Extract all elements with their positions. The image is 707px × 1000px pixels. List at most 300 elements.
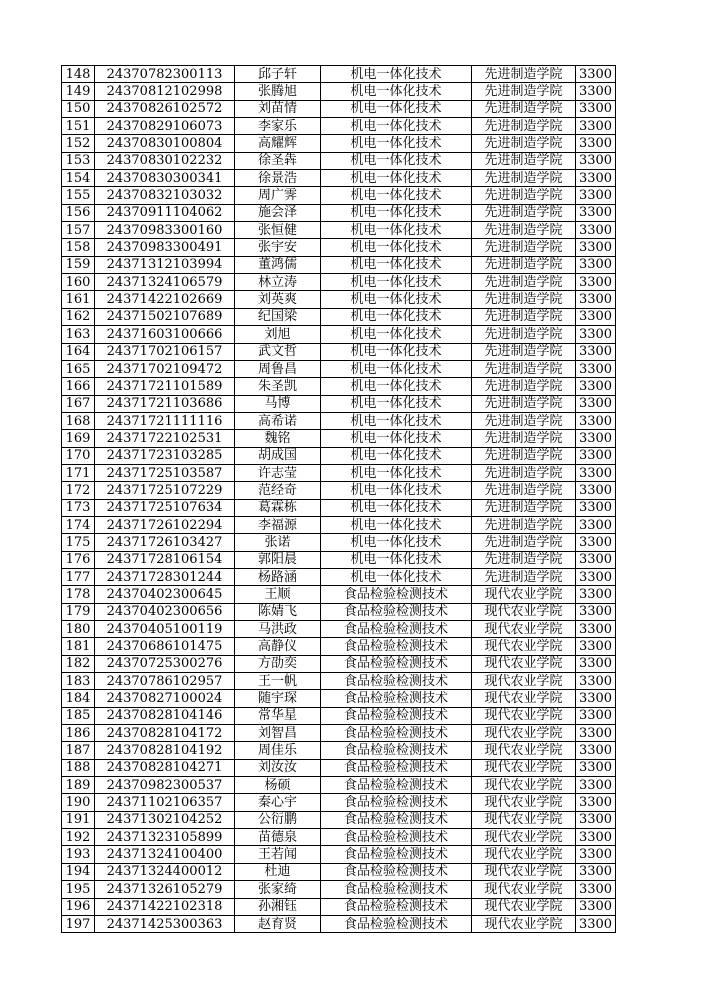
college-cell: 先进制造学院 [472, 534, 576, 551]
major-cell: 食品检验检测技术 [321, 586, 472, 603]
table-row [62, 673, 616, 690]
exam-id-cell: 24370826102572 [95, 100, 235, 117]
exam-id-cell: 24371326105279 [95, 881, 235, 898]
college-cell: 先进制造学院 [472, 66, 576, 83]
college-cell: 先进制造学院 [472, 100, 576, 117]
exam-id-cell: 24371723103285 [95, 447, 235, 464]
amount-cell: 3300 [576, 395, 616, 412]
table-row [62, 187, 616, 204]
major-cell: 机电一体化技术 [321, 222, 472, 239]
table-row [62, 482, 616, 499]
student-name-cell: 许志莹 [235, 464, 321, 481]
exam-id-cell: 24370911104062 [95, 204, 235, 221]
exam-id-cell: 24370983300160 [95, 222, 235, 239]
row-number-cell: 165 [62, 360, 95, 377]
exam-id-cell: 24371323105899 [95, 829, 235, 846]
row-number-cell: 192 [62, 829, 95, 846]
major-cell: 机电一体化技术 [321, 412, 472, 429]
college-cell: 现代农业学院 [472, 881, 576, 898]
row-number-cell: 151 [62, 118, 95, 135]
college-cell: 先进制造学院 [472, 204, 576, 221]
exam-id-cell: 24371721103686 [95, 395, 235, 412]
row-number-cell: 193 [62, 846, 95, 863]
student-name-cell: 刘汝汝 [235, 759, 321, 776]
student-name-cell: 公衍鹏 [235, 811, 321, 828]
college-cell: 先进制造学院 [472, 170, 576, 187]
student-name-cell: 王顺 [235, 586, 321, 603]
amount-cell: 3300 [576, 742, 616, 759]
table-row [62, 534, 616, 551]
college-cell: 先进制造学院 [472, 187, 576, 204]
major-cell: 食品检验检测技术 [321, 915, 472, 932]
student-name-cell: 高希诺 [235, 412, 321, 429]
major-cell: 机电一体化技术 [321, 464, 472, 481]
amount-cell: 3300 [576, 690, 616, 707]
exam-id-cell: 24370812102998 [95, 83, 235, 100]
major-cell: 食品检验检测技术 [321, 811, 472, 828]
amount-cell: 3300 [576, 725, 616, 742]
college-cell: 先进制造学院 [472, 551, 576, 568]
row-number-cell: 197 [62, 915, 95, 932]
exam-id-cell: 24371722102531 [95, 430, 235, 447]
row-number-cell: 177 [62, 568, 95, 585]
amount-cell: 3300 [576, 811, 616, 828]
row-number-cell: 156 [62, 204, 95, 221]
college-cell: 现代农业学院 [472, 846, 576, 863]
amount-cell: 3300 [576, 239, 616, 256]
college-cell: 先进制造学院 [472, 118, 576, 135]
college-cell: 先进制造学院 [472, 360, 576, 377]
major-cell: 机电一体化技术 [321, 360, 472, 377]
amount-cell: 3300 [576, 638, 616, 655]
college-cell: 现代农业学院 [472, 586, 576, 603]
exam-id-cell: 24371324106579 [95, 274, 235, 291]
student-name-cell: 陈婧飞 [235, 603, 321, 620]
exam-id-cell: 24371312103994 [95, 256, 235, 273]
major-cell: 机电一体化技术 [321, 430, 472, 447]
major-cell: 机电一体化技术 [321, 308, 472, 325]
student-name-cell: 马博 [235, 395, 321, 412]
amount-cell: 3300 [576, 655, 616, 672]
student-name-cell: 林立涛 [235, 274, 321, 291]
student-name-cell: 张宇安 [235, 239, 321, 256]
college-cell: 先进制造学院 [472, 378, 576, 395]
table-row [62, 291, 616, 308]
major-cell: 机电一体化技术 [321, 118, 472, 135]
exam-id-cell: 24371721101589 [95, 378, 235, 395]
row-number-cell: 159 [62, 256, 95, 273]
row-number-cell: 150 [62, 100, 95, 117]
student-name-cell: 刘苗情 [235, 100, 321, 117]
exam-id-cell: 24371728106154 [95, 551, 235, 568]
amount-cell: 3300 [576, 204, 616, 221]
college-cell: 先进制造学院 [472, 274, 576, 291]
college-cell: 先进制造学院 [472, 430, 576, 447]
row-number-cell: 149 [62, 83, 95, 100]
college-cell: 先进制造学院 [472, 482, 576, 499]
student-name-cell: 孙湘钰 [235, 898, 321, 915]
student-name-cell: 邱子轩 [235, 66, 321, 83]
exam-id-cell: 24370782300113 [95, 66, 235, 83]
amount-cell: 3300 [576, 222, 616, 239]
major-cell: 机电一体化技术 [321, 187, 472, 204]
student-name-cell: 王一帆 [235, 673, 321, 690]
student-name-cell: 葛霖栋 [235, 499, 321, 516]
college-cell: 先进制造学院 [472, 395, 576, 412]
student-name-cell: 张家绮 [235, 881, 321, 898]
student-name-cell: 张腾旭 [235, 83, 321, 100]
table-row [62, 707, 616, 724]
student-roster-table [61, 65, 616, 933]
college-cell: 先进制造学院 [472, 152, 576, 169]
amount-cell: 3300 [576, 447, 616, 464]
student-name-cell: 周佳乐 [235, 742, 321, 759]
major-cell: 机电一体化技术 [321, 395, 472, 412]
table-row [62, 638, 616, 655]
amount-cell: 3300 [576, 759, 616, 776]
amount-cell: 3300 [576, 100, 616, 117]
row-number-cell: 154 [62, 170, 95, 187]
exam-id-cell: 24371324100400 [95, 846, 235, 863]
amount-cell: 3300 [576, 881, 616, 898]
row-number-cell: 158 [62, 239, 95, 256]
table-row [62, 204, 616, 221]
student-name-cell: 常华星 [235, 707, 321, 724]
amount-cell: 3300 [576, 326, 616, 343]
exam-id-cell: 24370405100119 [95, 621, 235, 638]
table-row [62, 777, 616, 794]
row-number-cell: 184 [62, 690, 95, 707]
row-number-cell: 191 [62, 811, 95, 828]
table-row [62, 811, 616, 828]
exam-id-cell: 24370830100804 [95, 135, 235, 152]
major-cell: 机电一体化技术 [321, 343, 472, 360]
major-cell: 机电一体化技术 [321, 170, 472, 187]
major-cell: 食品检验检测技术 [321, 829, 472, 846]
college-cell: 先进制造学院 [472, 222, 576, 239]
amount-cell: 3300 [576, 291, 616, 308]
college-cell: 现代农业学院 [472, 898, 576, 915]
student-name-cell: 李福源 [235, 516, 321, 533]
table-row [62, 256, 616, 273]
table-row [62, 152, 616, 169]
row-number-cell: 167 [62, 395, 95, 412]
table-row [62, 239, 616, 256]
amount-cell: 3300 [576, 673, 616, 690]
row-number-cell: 187 [62, 742, 95, 759]
student-name-cell: 方劭奕 [235, 655, 321, 672]
student-name-cell: 范经奇 [235, 482, 321, 499]
amount-cell: 3300 [576, 794, 616, 811]
student-name-cell: 王若闻 [235, 846, 321, 863]
row-number-cell: 152 [62, 135, 95, 152]
major-cell: 机电一体化技术 [321, 534, 472, 551]
amount-cell: 3300 [576, 464, 616, 481]
major-cell: 食品检验检测技术 [321, 603, 472, 620]
amount-cell: 3300 [576, 152, 616, 169]
major-cell: 机电一体化技术 [321, 204, 472, 221]
exam-id-cell: 24370982300537 [95, 777, 235, 794]
row-number-cell: 157 [62, 222, 95, 239]
college-cell: 现代农业学院 [472, 725, 576, 742]
exam-id-cell: 24370786102957 [95, 673, 235, 690]
college-cell: 先进制造学院 [472, 499, 576, 516]
student-name-cell: 赵育贤 [235, 915, 321, 932]
row-number-cell: 195 [62, 881, 95, 898]
college-cell: 先进制造学院 [472, 135, 576, 152]
college-cell: 先进制造学院 [472, 83, 576, 100]
table-row [62, 568, 616, 585]
row-number-cell: 161 [62, 291, 95, 308]
major-cell: 食品检验检测技术 [321, 690, 472, 707]
table-row [62, 915, 616, 932]
college-cell: 现代农业学院 [472, 655, 576, 672]
table-row [62, 343, 616, 360]
exam-id-cell: 24370402300656 [95, 603, 235, 620]
exam-id-cell: 24370832103032 [95, 187, 235, 204]
college-cell: 先进制造学院 [472, 239, 576, 256]
major-cell: 食品检验检测技术 [321, 794, 472, 811]
student-name-cell: 随宇琛 [235, 690, 321, 707]
row-number-cell: 181 [62, 638, 95, 655]
table-row [62, 794, 616, 811]
amount-cell: 3300 [576, 170, 616, 187]
major-cell: 机电一体化技术 [321, 326, 472, 343]
major-cell: 食品检验检测技术 [321, 881, 472, 898]
roster-body [62, 66, 616, 933]
student-name-cell: 李家乐 [235, 118, 321, 135]
exam-id-cell: 24371102106357 [95, 794, 235, 811]
exam-id-cell: 24371726102294 [95, 516, 235, 533]
exam-id-cell: 24370828104192 [95, 742, 235, 759]
college-cell: 先进制造学院 [472, 568, 576, 585]
amount-cell: 3300 [576, 586, 616, 603]
exam-id-cell: 24370830300341 [95, 170, 235, 187]
row-number-cell: 168 [62, 412, 95, 429]
student-name-cell: 张恒健 [235, 222, 321, 239]
college-cell: 先进制造学院 [472, 516, 576, 533]
table-row [62, 621, 616, 638]
amount-cell: 3300 [576, 83, 616, 100]
student-name-cell: 苗德泉 [235, 829, 321, 846]
college-cell: 现代农业学院 [472, 811, 576, 828]
student-name-cell: 徐景浩 [235, 170, 321, 187]
student-name-cell: 高静仪 [235, 638, 321, 655]
table-row [62, 586, 616, 603]
row-number-cell: 173 [62, 499, 95, 516]
exam-id-cell: 24370828104172 [95, 725, 235, 742]
amount-cell: 3300 [576, 534, 616, 551]
exam-id-cell: 24371702109472 [95, 360, 235, 377]
row-number-cell: 162 [62, 308, 95, 325]
row-number-cell: 163 [62, 326, 95, 343]
amount-cell: 3300 [576, 378, 616, 395]
row-number-cell: 148 [62, 66, 95, 83]
amount-cell: 3300 [576, 516, 616, 533]
major-cell: 食品检验检测技术 [321, 621, 472, 638]
major-cell: 食品检验检测技术 [321, 742, 472, 759]
amount-cell: 3300 [576, 66, 616, 83]
table-row [62, 499, 616, 516]
major-cell: 机电一体化技术 [321, 378, 472, 395]
student-name-cell: 刘英爽 [235, 291, 321, 308]
amount-cell: 3300 [576, 898, 616, 915]
amount-cell: 3300 [576, 274, 616, 291]
row-number-cell: 180 [62, 621, 95, 638]
major-cell: 机电一体化技术 [321, 152, 472, 169]
student-name-cell: 郭阳晨 [235, 551, 321, 568]
major-cell: 食品检验检测技术 [321, 898, 472, 915]
exam-id-cell: 24371728301244 [95, 568, 235, 585]
exam-id-cell: 24371302104252 [95, 811, 235, 828]
row-number-cell: 155 [62, 187, 95, 204]
exam-id-cell: 24370983300491 [95, 239, 235, 256]
student-name-cell: 张诺 [235, 534, 321, 551]
major-cell: 食品检验检测技术 [321, 707, 472, 724]
major-cell: 机电一体化技术 [321, 135, 472, 152]
exam-id-cell: 24371422102318 [95, 898, 235, 915]
table-row [62, 655, 616, 672]
college-cell: 现代农业学院 [472, 759, 576, 776]
major-cell: 机电一体化技术 [321, 516, 472, 533]
table-row [62, 464, 616, 481]
amount-cell: 3300 [576, 430, 616, 447]
amount-cell: 3300 [576, 499, 616, 516]
amount-cell: 3300 [576, 135, 616, 152]
student-name-cell: 纪国梁 [235, 308, 321, 325]
major-cell: 食品检验检测技术 [321, 863, 472, 880]
major-cell: 食品检验检测技术 [321, 673, 472, 690]
college-cell: 现代农业学院 [472, 915, 576, 932]
amount-cell: 3300 [576, 308, 616, 325]
table-row [62, 742, 616, 759]
exam-id-cell: 24371725107634 [95, 499, 235, 516]
college-cell: 现代农业学院 [472, 690, 576, 707]
amount-cell: 3300 [576, 118, 616, 135]
row-number-cell: 176 [62, 551, 95, 568]
major-cell: 食品检验检测技术 [321, 777, 472, 794]
row-number-cell: 172 [62, 482, 95, 499]
college-cell: 先进制造学院 [472, 464, 576, 481]
table-row [62, 222, 616, 239]
exam-id-cell: 24371726103427 [95, 534, 235, 551]
student-name-cell: 刘旭 [235, 326, 321, 343]
amount-cell: 3300 [576, 482, 616, 499]
student-name-cell: 武文哲 [235, 343, 321, 360]
row-number-cell: 188 [62, 759, 95, 776]
exam-id-cell: 24370828104271 [95, 759, 235, 776]
student-name-cell: 杨路涵 [235, 568, 321, 585]
student-name-cell: 高耀辉 [235, 135, 321, 152]
amount-cell: 3300 [576, 256, 616, 273]
major-cell: 食品检验检测技术 [321, 638, 472, 655]
table-row [62, 395, 616, 412]
table-row [62, 66, 616, 83]
table-row [62, 326, 616, 343]
college-cell: 现代农业学院 [472, 863, 576, 880]
table-row [62, 603, 616, 620]
college-cell: 先进制造学院 [472, 308, 576, 325]
college-cell: 现代农业学院 [472, 777, 576, 794]
exam-id-cell: 24371425300363 [95, 915, 235, 932]
row-number-cell: 178 [62, 586, 95, 603]
table-row [62, 551, 616, 568]
major-cell: 食品检验检测技术 [321, 725, 472, 742]
table-row [62, 759, 616, 776]
exam-id-cell: 24370828104146 [95, 707, 235, 724]
major-cell: 机电一体化技术 [321, 274, 472, 291]
table-row [62, 378, 616, 395]
row-number-cell: 189 [62, 777, 95, 794]
row-number-cell: 194 [62, 863, 95, 880]
major-cell: 食品检验检测技术 [321, 759, 472, 776]
student-name-cell: 周鲁昌 [235, 360, 321, 377]
row-number-cell: 186 [62, 725, 95, 742]
student-name-cell: 施会泽 [235, 204, 321, 221]
major-cell: 机电一体化技术 [321, 83, 472, 100]
student-name-cell: 刘智昌 [235, 725, 321, 742]
student-name-cell: 胡成国 [235, 447, 321, 464]
row-number-cell: 185 [62, 707, 95, 724]
exam-id-cell: 24371725107229 [95, 482, 235, 499]
major-cell: 食品检验检测技术 [321, 655, 472, 672]
amount-cell: 3300 [576, 187, 616, 204]
row-number-cell: 160 [62, 274, 95, 291]
row-number-cell: 190 [62, 794, 95, 811]
major-cell: 机电一体化技术 [321, 100, 472, 117]
table-row [62, 725, 616, 742]
amount-cell: 3300 [576, 360, 616, 377]
major-cell: 机电一体化技术 [321, 568, 472, 585]
student-name-cell: 徐圣犇 [235, 152, 321, 169]
table-row [62, 412, 616, 429]
student-name-cell: 朱圣凯 [235, 378, 321, 395]
amount-cell: 3300 [576, 777, 616, 794]
college-cell: 现代农业学院 [472, 638, 576, 655]
amount-cell: 3300 [576, 551, 616, 568]
exam-id-cell: 24370402300645 [95, 586, 235, 603]
college-cell: 现代农业学院 [472, 742, 576, 759]
table-row [62, 100, 616, 117]
exam-id-cell: 24370829106073 [95, 118, 235, 135]
college-cell: 现代农业学院 [472, 829, 576, 846]
table-row [62, 135, 616, 152]
college-cell: 先进制造学院 [472, 291, 576, 308]
major-cell: 机电一体化技术 [321, 66, 472, 83]
table-row [62, 308, 616, 325]
amount-cell: 3300 [576, 412, 616, 429]
exam-id-cell: 24371502107689 [95, 308, 235, 325]
college-cell: 先进制造学院 [472, 447, 576, 464]
exam-id-cell: 24371603100666 [95, 326, 235, 343]
exam-id-cell: 24370827100024 [95, 690, 235, 707]
major-cell: 机电一体化技术 [321, 239, 472, 256]
college-cell: 先进制造学院 [472, 343, 576, 360]
amount-cell: 3300 [576, 621, 616, 638]
major-cell: 机电一体化技术 [321, 499, 472, 516]
student-name-cell: 马洪政 [235, 621, 321, 638]
amount-cell: 3300 [576, 915, 616, 932]
row-number-cell: 166 [62, 378, 95, 395]
table-row [62, 274, 616, 291]
row-number-cell: 164 [62, 343, 95, 360]
row-number-cell: 183 [62, 673, 95, 690]
row-number-cell: 179 [62, 603, 95, 620]
row-number-cell: 196 [62, 898, 95, 915]
exam-id-cell: 24370725300276 [95, 655, 235, 672]
row-number-cell: 171 [62, 464, 95, 481]
college-cell: 现代农业学院 [472, 621, 576, 638]
